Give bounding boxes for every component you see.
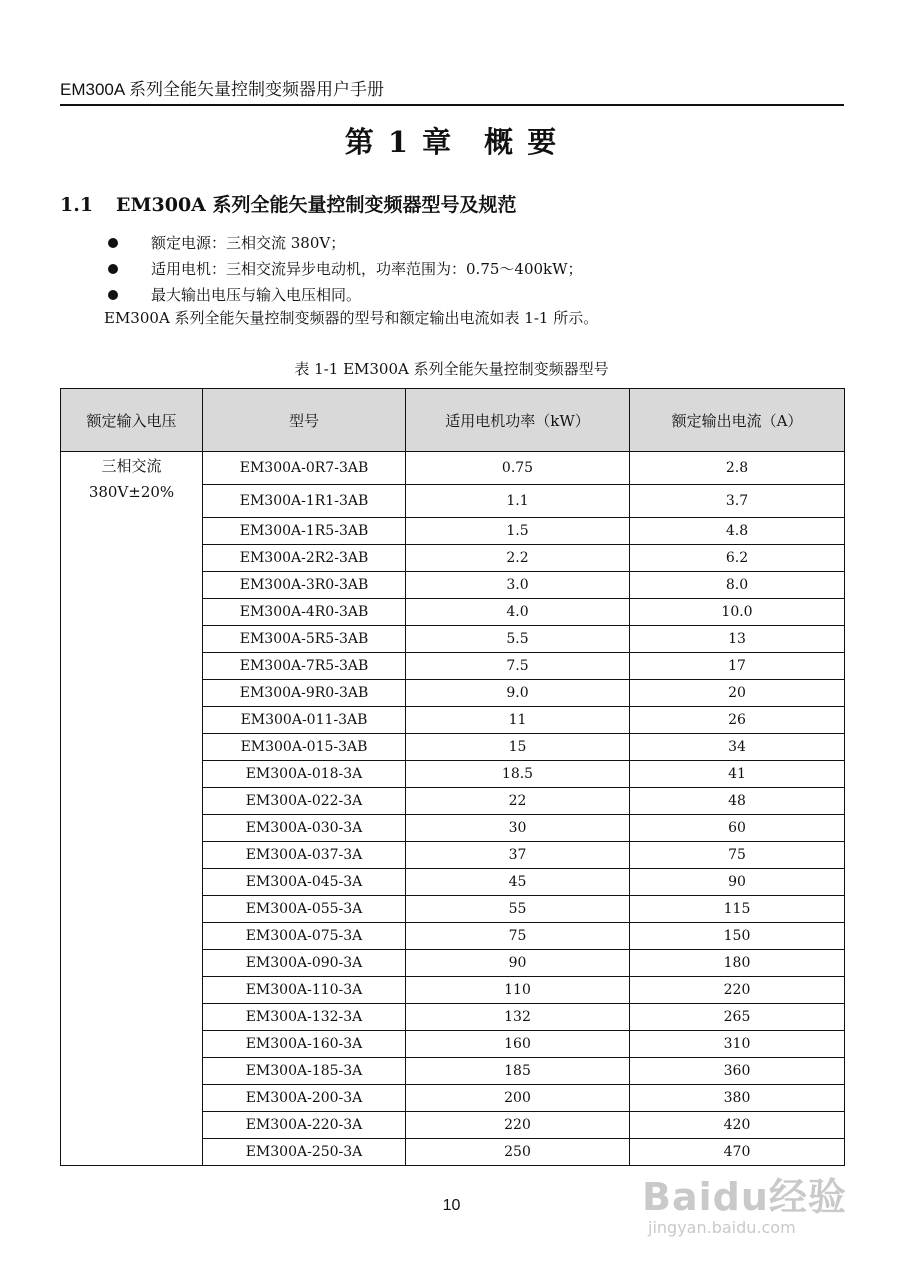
current-cell: 41 [630,761,845,788]
power-cell: 160 [406,1031,630,1058]
current-cell: 220 [630,977,845,1004]
current-cell: 380 [630,1085,845,1112]
current-cell: 26 [630,707,845,734]
power-cell: 3.0 [406,572,630,599]
power-cell: 200 [406,1085,630,1112]
current-cell: 360 [630,1058,845,1085]
power-cell: 90 [406,950,630,977]
bullet-text: 最大输出电压与输入电压相同。 [151,286,362,304]
model-cell: EM300A-5R5-3AB [203,626,406,653]
power-cell: 11 [406,707,630,734]
model-cell: EM300A-220-3A [203,1112,406,1139]
bullet-item [104,230,583,256]
model-cell: EM300A-200-3A [203,1085,406,1112]
current-cell: 75 [630,842,845,869]
power-cell: 9.0 [406,680,630,707]
watermark-logo: Baidu经验 [642,1175,847,1219]
model-cell: EM300A-185-3A [203,1058,406,1085]
current-cell: 20 [630,680,845,707]
power-cell: 30 [406,815,630,842]
model-cell: EM300A-9R0-3AB [203,680,406,707]
model-cell: EM300A-022-3A [203,788,406,815]
current-cell: 310 [630,1031,845,1058]
header-model: 型号 [203,389,406,452]
power-cell: 250 [406,1139,630,1166]
model-cell: EM300A-110-3A [203,977,406,1004]
model-cell: EM300A-090-3A [203,950,406,977]
power-cell: 7.5 [406,653,630,680]
voltage-line-2: 380V±20% [88,483,175,501]
bullet-icon [108,238,118,248]
input-voltage-cell [61,452,203,1166]
bullet-icon [108,264,118,274]
spec-bullet-list [104,230,583,308]
table-header-row [61,389,845,452]
power-cell: 220 [406,1112,630,1139]
power-cell: 75 [406,923,630,950]
page-number: 10 [442,1197,461,1214]
bullet-text: 适用电机：三相交流异步电动机，功率范围为：0.75～400kW； [151,260,583,278]
model-cell: EM300A-250-3A [203,1139,406,1166]
header-output-current: 额定输出电流（A） [630,389,845,452]
bullet-item [104,256,583,282]
model-cell: EM300A-030-3A [203,815,406,842]
watermark-url: jingyan.baidu.com [648,1218,796,1237]
model-cell: EM300A-045-3A [203,869,406,896]
power-cell: 18.5 [406,761,630,788]
model-cell: EM300A-1R5-3AB [203,518,406,545]
power-cell: 22 [406,788,630,815]
current-cell: 8.0 [630,572,845,599]
header-motor-power: 适用电机功率（kW） [406,389,630,452]
power-cell: 45 [406,869,630,896]
power-cell: 0.75 [406,452,630,485]
header-input-voltage: 额定输入电压 [61,389,203,452]
current-cell: 180 [630,950,845,977]
header-title: EM300A 系列全能矢量控制变频器用户手册 [60,80,384,99]
current-cell: 17 [630,653,845,680]
power-cell: 37 [406,842,630,869]
section-title: EM300A 系列全能矢量控制变频器型号及规范 [116,194,517,216]
current-cell: 2.8 [630,452,845,485]
current-cell: 60 [630,815,845,842]
power-cell: 5.5 [406,626,630,653]
section-heading [60,190,517,217]
power-cell: 132 [406,1004,630,1031]
chapter-title: 第 1 章 概 要 [344,125,559,159]
current-cell: 3.7 [630,485,845,518]
current-cell: 150 [630,923,845,950]
model-cell: EM300A-015-3AB [203,734,406,761]
current-cell: 470 [630,1139,845,1166]
power-cell: 55 [406,896,630,923]
power-cell: 1.1 [406,485,630,518]
model-cell: EM300A-018-3A [203,761,406,788]
current-cell: 10.0 [630,599,845,626]
model-cell: EM300A-075-3A [203,923,406,950]
model-cell: EM300A-4R0-3AB [203,599,406,626]
model-cell: EM300A-132-3A [203,1004,406,1031]
model-cell: EM300A-2R2-3AB [203,545,406,572]
power-cell: 110 [406,977,630,1004]
current-cell: 6.2 [630,545,845,572]
current-cell: 34 [630,734,845,761]
table-row [61,452,845,485]
power-cell: 15 [406,734,630,761]
current-cell: 115 [630,896,845,923]
section-number: 1.1 [60,194,94,216]
model-cell: EM300A-3R0-3AB [203,572,406,599]
current-cell: 90 [630,869,845,896]
model-cell: EM300A-160-3A [203,1031,406,1058]
current-cell: 4.8 [630,518,845,545]
model-cell: EM300A-1R1-3AB [203,485,406,518]
model-cell: EM300A-7R5-3AB [203,653,406,680]
bullet-icon [108,290,118,300]
power-cell: 2.2 [406,545,630,572]
current-cell: 420 [630,1112,845,1139]
model-cell: EM300A-011-3AB [203,707,406,734]
power-cell: 1.5 [406,518,630,545]
power-cell: 4.0 [406,599,630,626]
current-cell: 265 [630,1004,845,1031]
voltage-line-1: 三相交流 [101,457,162,475]
power-cell: 185 [406,1058,630,1085]
table-body [61,452,845,1166]
model-cell: EM300A-037-3A [203,842,406,869]
running-header [60,78,844,106]
current-cell: 13 [630,626,845,653]
model-cell: EM300A-055-3A [203,896,406,923]
intro-paragraph: EM300A 系列全能矢量控制变频器的型号和额定输出电流如表 1-1 所示。 [104,309,599,327]
bullet-text: 额定电源：三相交流 380V； [151,234,346,252]
baidu-watermark [628,1148,858,1248]
table-caption: 表 1-1 EM300A 系列全能矢量控制变频器型号 [294,360,609,378]
model-spec-table [60,388,845,1166]
current-cell: 48 [630,788,845,815]
model-cell: EM300A-0R7-3AB [203,452,406,485]
